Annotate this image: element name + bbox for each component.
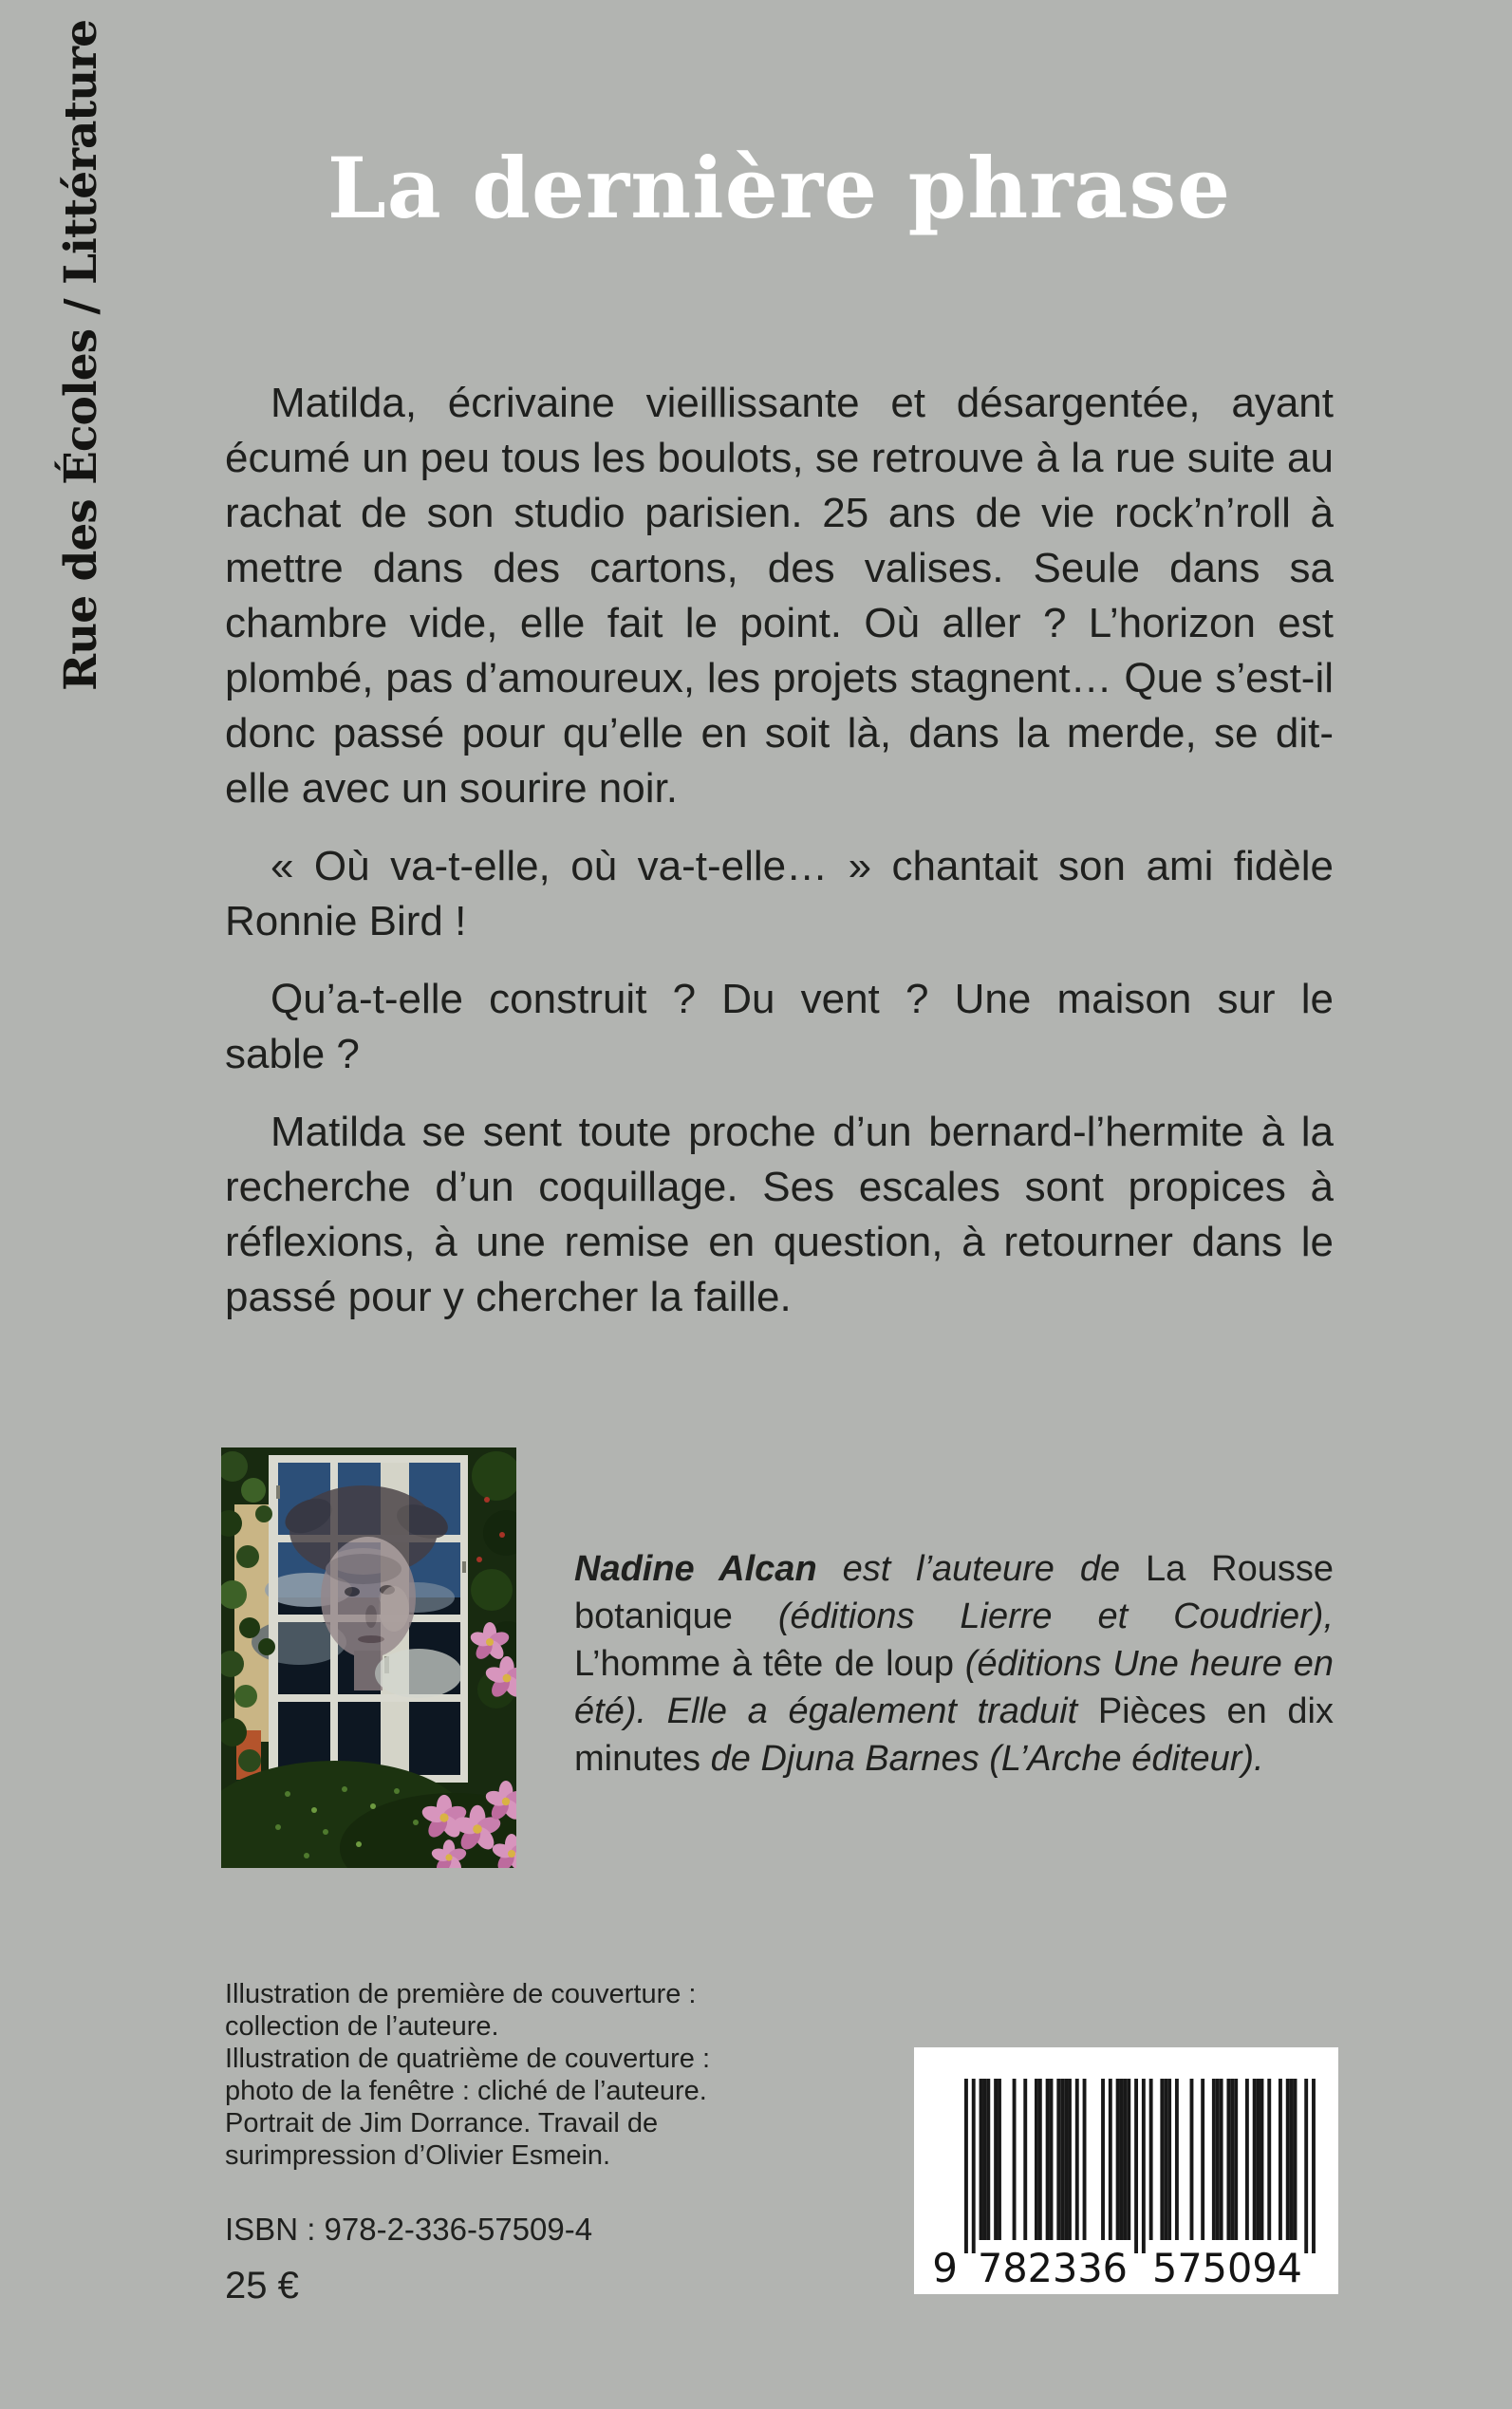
barcode [914, 2047, 1338, 2294]
cover-credits [225, 1978, 710, 2172]
barcode-digits: 575094 [1152, 2245, 1302, 2291]
credit-line: Portrait de Jim Dorrance. Travail de [225, 2108, 659, 2138]
bio-text-run: est l’auteure de [816, 1549, 1146, 1589]
bio-text-run: L’homme à tête de loup [574, 1644, 965, 1684]
bio-text-run: (éditions Lierre et Coudrier), [777, 1597, 1335, 1636]
isbn-number: ISBN : 978-2-336-57509-4 [225, 2212, 593, 2247]
barcode-digits: 9 [932, 2245, 958, 2291]
credit-line: Illustration de quatrième de couverture : [225, 2044, 710, 2074]
synopsis-paragraph: Matilda, écrivaine vieillissante et désargentée, ayant écumé un peu tous les boulots, se retrouve à la rue suite au rachat de son studio parisien. 25 ans de vie rock’n’roll à mettre dans des cartons, des valises. Seule dans sa chambre vide, elle fait le point. Où aller ? L’horizon est plombé, pas d’amoureux, les projets stagnent… Que s’est-il donc passé pour qu’elle en soit là, dans la merde, se dit-elle avec un sourire noir. [225, 380, 1334, 812]
synopsis-text [225, 376, 1334, 1348]
ean13-barcode [914, 2047, 1338, 2294]
credit-line: photo de la fenêtre : cliché de l’auteure. [225, 2076, 707, 2106]
synopsis-paragraph: Qu’a-t-elle construit ? Du vent ? Une maison sur le sable ? [225, 976, 1334, 1077]
cover-photo [221, 1447, 516, 1868]
synopsis-paragraph: Matilda se sent toute proche d’un bernard-l’hermite à la recherche d’un coquillage. Ses escales sont propices à réflexions, à une remise en question, à retourner dans le passé pour y chercher la faille. [225, 1109, 1334, 1320]
window-photo-illustration [221, 1447, 516, 1868]
credit-line: collection de l’auteure. [225, 2011, 499, 2042]
credit-line: Illustration de première de couverture : [225, 1979, 697, 2009]
synopsis-paragraph: « Où va-t-elle, où va-t-elle… » chantait son ami fidèle Ronnie Bird ! [225, 843, 1334, 944]
bio-text-run: Pièces en dix minutes [574, 1691, 1334, 1779]
credit-line: surimpression d’Olivier Esmein. [225, 2140, 611, 2171]
bio-text-run: (éditions Une heure en été). Elle a également traduit [574, 1644, 1334, 1731]
bio-text-run: Nadine Alcan [574, 1549, 817, 1589]
barcode-digits: 782336 [978, 2245, 1128, 2291]
collection-spine-label: Rue des Écoles / Littérature [55, 20, 107, 691]
bio-text-run: de Djuna Barnes (L’Arche éditeur). [710, 1739, 1264, 1779]
author-bio [574, 1545, 1334, 1783]
bio-text-run: La Rousse botanique [574, 1549, 1334, 1636]
book-title: La dernière phrase [327, 139, 1232, 237]
price: 25 € [225, 2265, 299, 2306]
